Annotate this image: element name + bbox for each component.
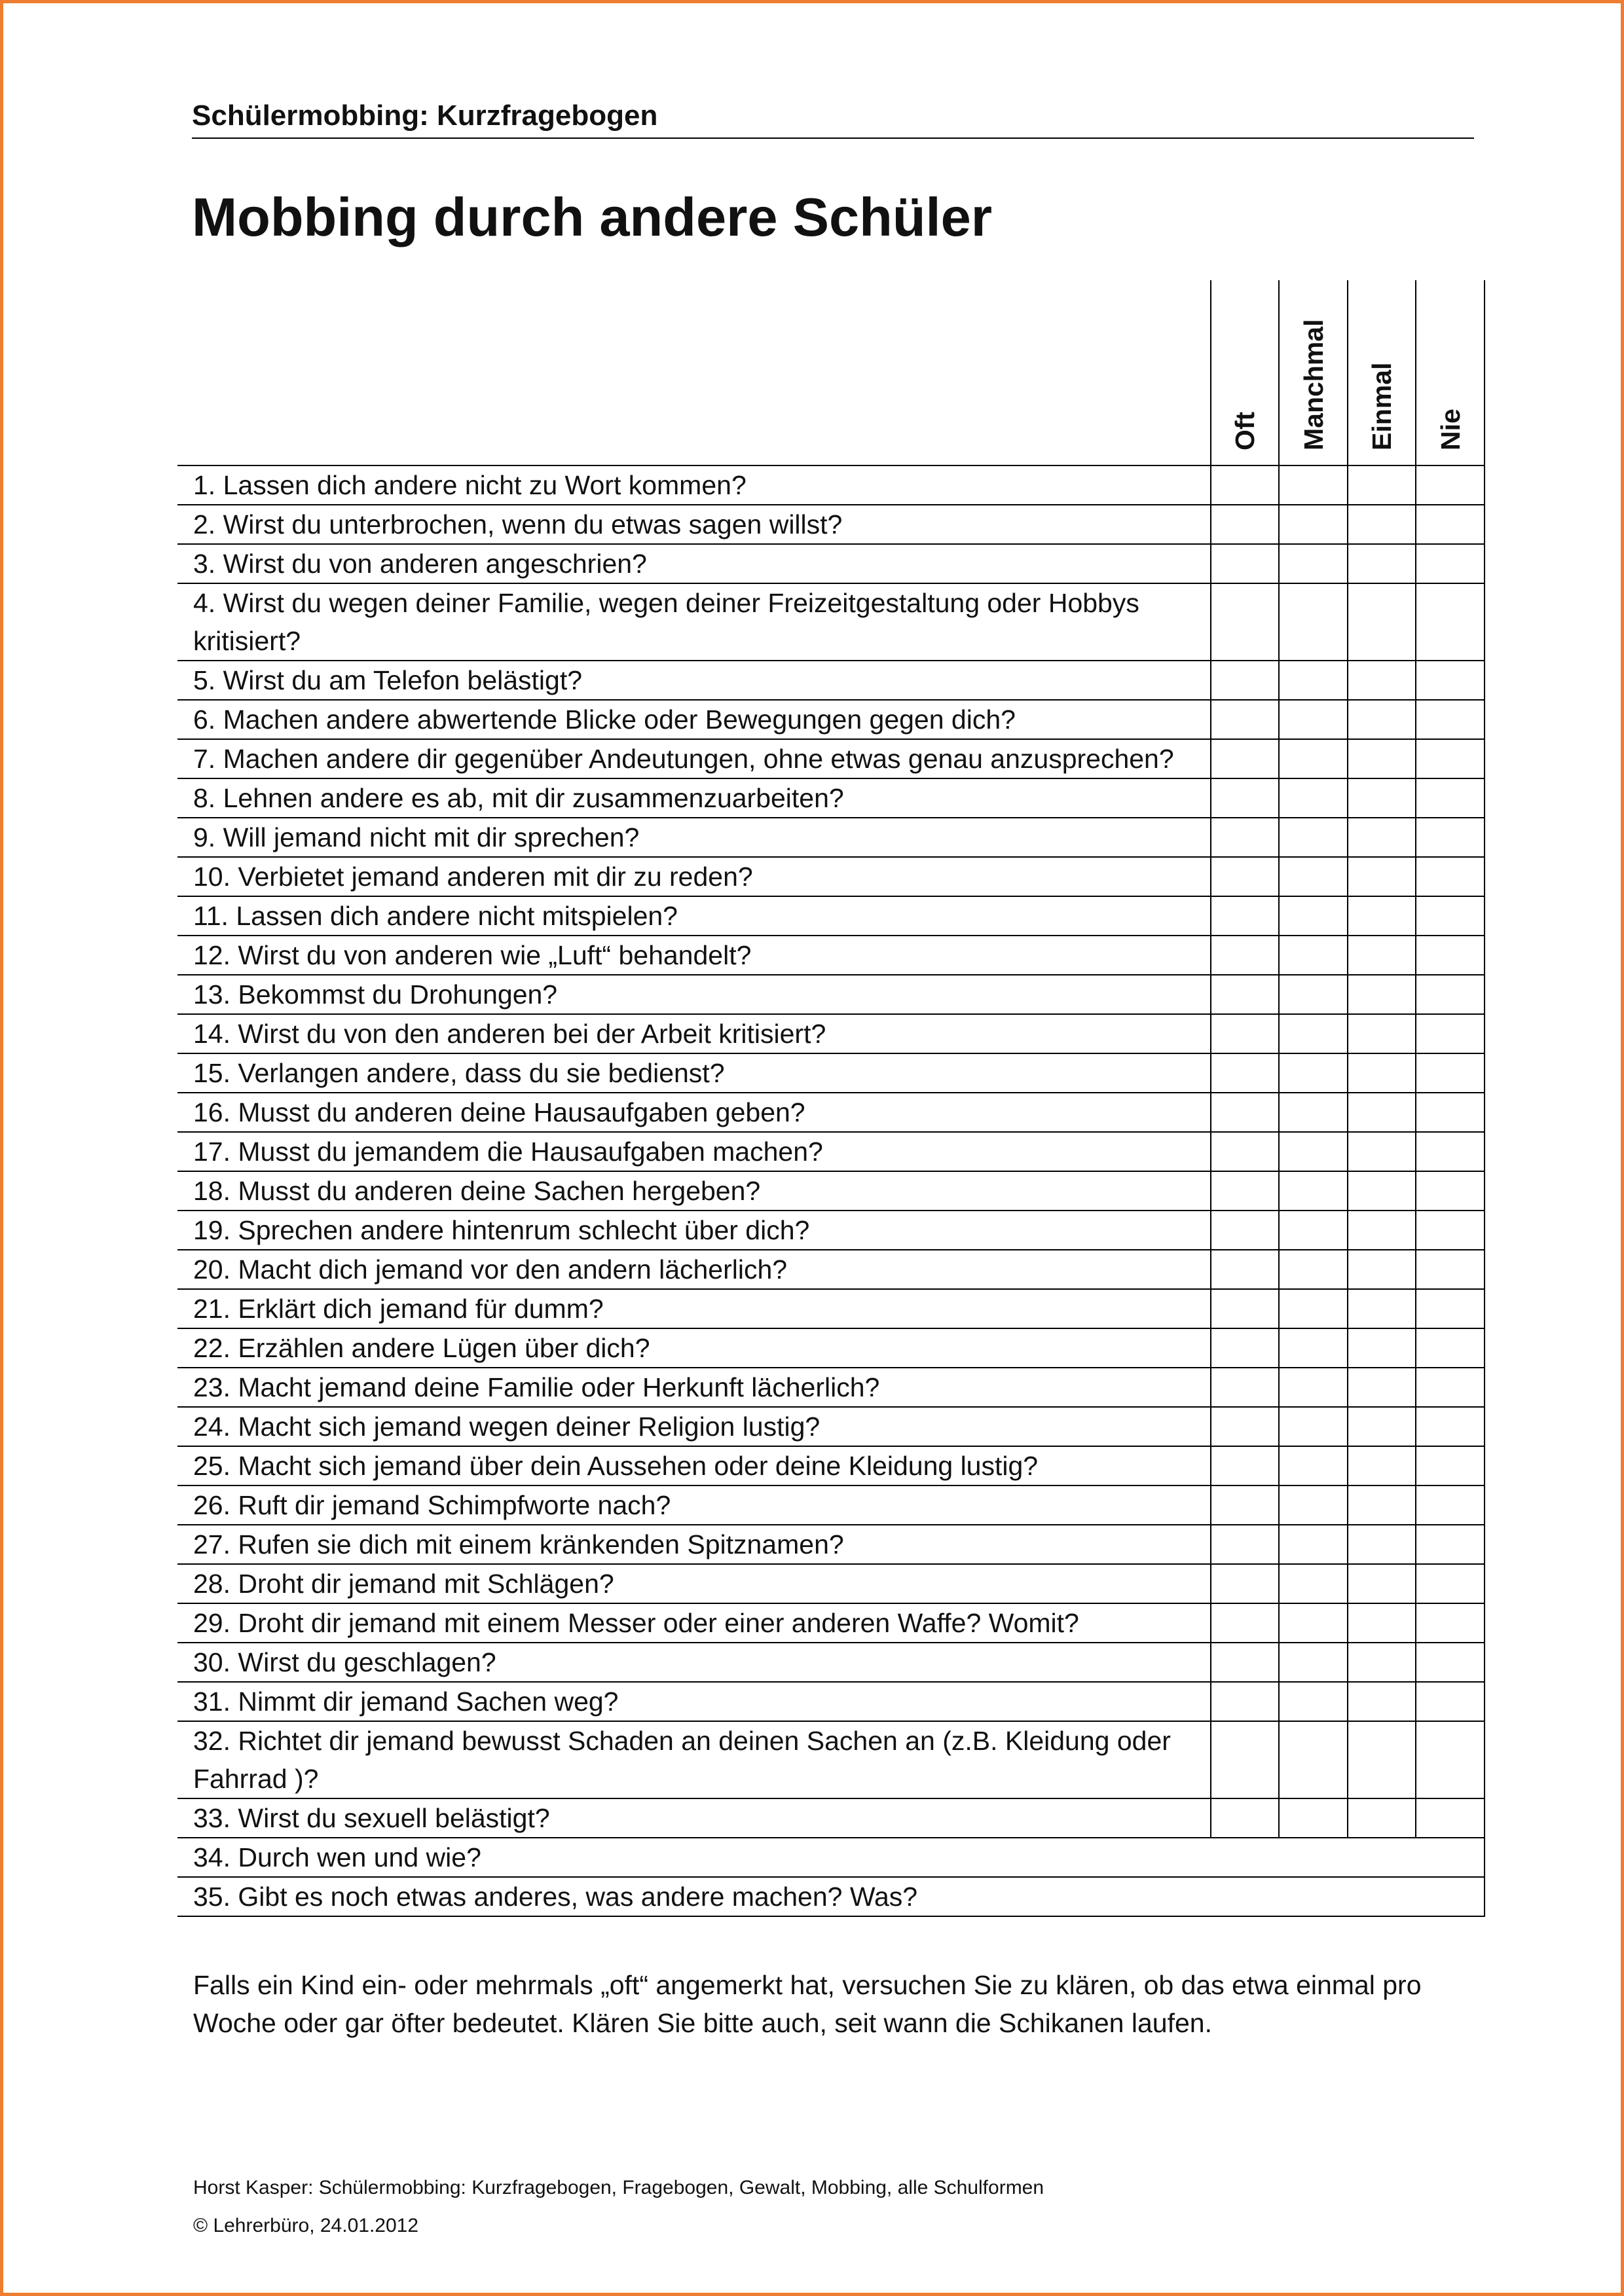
answer-cell-einmal[interactable] (1348, 1407, 1416, 1446)
answer-cell-einmal[interactable] (1348, 1368, 1416, 1407)
question-text: 30. Wirst du geschlagen? (177, 1643, 1211, 1682)
answer-cell-manchmal[interactable] (1279, 700, 1348, 739)
question-text: 31. Nimmt dir jemand Sachen weg? (177, 1682, 1211, 1721)
answer-cell-oft[interactable] (1211, 1289, 1279, 1328)
answer-cell-einmal[interactable] (1348, 1682, 1416, 1721)
answer-cell-nie[interactable] (1416, 857, 1485, 896)
questions-body (177, 465, 1485, 1916)
question-text: 3. Wirst du von anderen angeschrien? (177, 544, 1211, 583)
answer-cell-nie[interactable] (1416, 544, 1485, 583)
answer-cell-manchmal[interactable] (1279, 1603, 1348, 1643)
answer-cell-oft[interactable] (1211, 857, 1279, 896)
table-row (177, 857, 1485, 896)
answer-cell-oft[interactable] (1211, 1368, 1279, 1407)
table-row (177, 583, 1485, 661)
answer-cell-oft[interactable] (1211, 1798, 1279, 1838)
footer-copyright: © Lehrerbüro, 24.01.2012 (193, 2215, 419, 2236)
answer-cell-manchmal[interactable] (1279, 1250, 1348, 1289)
table-row (177, 1093, 1485, 1132)
question-text: 21. Erklärt dich jemand für dumm? (177, 1289, 1211, 1328)
answer-cell-oft[interactable] (1211, 1682, 1279, 1721)
answer-cell-nie[interactable] (1416, 1485, 1485, 1525)
answer-cell-manchmal[interactable] (1279, 1721, 1348, 1798)
column-label: Nie (1435, 409, 1466, 450)
answer-cell-manchmal[interactable] (1279, 778, 1348, 818)
table-row (177, 1368, 1485, 1407)
answer-cell-einmal[interactable] (1348, 583, 1416, 661)
answer-cell-nie[interactable] (1416, 505, 1485, 544)
question-text: 5. Wirst du am Telefon belästigt? (177, 661, 1211, 700)
answer-cell-oft[interactable] (1211, 1093, 1279, 1132)
table-row (177, 1328, 1485, 1368)
answer-cell-oft[interactable] (1211, 936, 1279, 975)
answer-cell-einmal[interactable] (1348, 1053, 1416, 1093)
table-row (177, 975, 1485, 1014)
document-header: Schülermobbing: Kurzfragebogen (192, 94, 1474, 139)
answer-cell-einmal[interactable] (1348, 1014, 1416, 1053)
answer-cell-oft[interactable] (1211, 896, 1279, 936)
column-label: Oft (1230, 411, 1260, 450)
answer-cell-nie[interactable] (1416, 661, 1485, 700)
answer-cell-oft[interactable] (1211, 700, 1279, 739)
answer-cell-nie[interactable] (1416, 1289, 1485, 1328)
question-text: 15. Verlangen andere, dass du sie bedienst? (177, 1053, 1211, 1093)
answer-cell-oft[interactable] (1211, 505, 1279, 544)
table-header-row (177, 280, 1485, 465)
table-row (177, 1407, 1485, 1446)
question-text: 32. Richtet dir jemand bewusst Schaden an deinen Sachen an (z.B. Kleidung oder Fahrrad )? (177, 1721, 1211, 1798)
answer-cell-nie[interactable] (1416, 1446, 1485, 1485)
answer-cell-nie[interactable] (1416, 1643, 1485, 1682)
answer-cell-nie[interactable] (1416, 1682, 1485, 1721)
answer-cell-oft[interactable] (1211, 1643, 1279, 1682)
answer-cell-manchmal[interactable] (1279, 1485, 1348, 1525)
table-row (177, 1682, 1485, 1721)
answer-cell-manchmal[interactable] (1279, 1798, 1348, 1838)
answer-cell-einmal[interactable] (1348, 857, 1416, 896)
answer-cell-manchmal[interactable] (1279, 505, 1348, 544)
table-row (177, 1171, 1485, 1211)
question-text: 1. Lassen dich andere nicht zu Wort kommen? (177, 465, 1211, 505)
answer-cell-manchmal[interactable] (1279, 583, 1348, 661)
answer-cell-manchmal[interactable] (1279, 1643, 1348, 1682)
answer-cell-manchmal[interactable] (1279, 1328, 1348, 1368)
question-text: 25. Macht sich jemand über dein Aussehen oder deine Kleidung lustig? (177, 1446, 1211, 1485)
answer-cell-einmal[interactable] (1348, 1643, 1416, 1682)
answer-cell-nie[interactable] (1416, 465, 1485, 505)
table-row (177, 1014, 1485, 1053)
question-text: 23. Macht jemand deine Familie oder Herkunft lächerlich? (177, 1368, 1211, 1407)
answer-cell-einmal[interactable] (1348, 739, 1416, 778)
question-text: 7. Machen andere dir gegenüber Andeutungen, ohne etwas genau anzusprechen? (177, 739, 1211, 778)
answer-cell-einmal[interactable] (1348, 661, 1416, 700)
answer-cell-nie[interactable] (1416, 1407, 1485, 1446)
answer-cell-nie[interactable] (1416, 583, 1485, 661)
answer-cell-einmal[interactable] (1348, 1721, 1416, 1798)
answer-cell-manchmal[interactable] (1279, 1014, 1348, 1053)
answer-cell-nie[interactable] (1416, 1053, 1485, 1093)
table-row (177, 896, 1485, 936)
question-text: 24. Macht sich jemand wegen deiner Religion lustig? (177, 1407, 1211, 1446)
answer-cell-einmal[interactable] (1348, 1171, 1416, 1211)
table-row (177, 1603, 1485, 1643)
answer-cell-nie[interactable] (1416, 1603, 1485, 1643)
answer-cell-einmal[interactable] (1348, 465, 1416, 505)
answer-cell-oft[interactable] (1211, 1211, 1279, 1250)
answer-cell-nie[interactable] (1416, 818, 1485, 857)
answer-cell-manchmal[interactable] (1279, 1289, 1348, 1328)
table-row (177, 505, 1485, 544)
answer-cell-einmal[interactable] (1348, 1328, 1416, 1368)
answer-cell-einmal[interactable] (1348, 1798, 1416, 1838)
question-text: 10. Verbietet jemand anderen mit dir zu reden? (177, 857, 1211, 896)
answer-cell-einmal[interactable] (1348, 1132, 1416, 1171)
answer-cell-manchmal[interactable] (1279, 896, 1348, 936)
answer-cell-nie[interactable] (1416, 975, 1485, 1014)
table-row (177, 739, 1485, 778)
table-header-blank (177, 280, 1211, 465)
answer-cell-einmal[interactable] (1348, 1525, 1416, 1564)
answer-cell-oft[interactable] (1211, 1132, 1279, 1171)
answer-cell-manchmal[interactable] (1279, 739, 1348, 778)
column-label: Manchmal (1298, 319, 1329, 450)
answer-cell-manchmal[interactable] (1279, 818, 1348, 857)
table-row (177, 936, 1485, 975)
table-row (177, 818, 1485, 857)
answer-cell-oft[interactable] (1211, 1328, 1279, 1368)
table-row (177, 1250, 1485, 1289)
answer-cell-oft[interactable] (1211, 661, 1279, 700)
answer-cell-nie[interactable] (1416, 700, 1485, 739)
table-row (177, 1798, 1485, 1838)
answer-cell-nie[interactable] (1416, 1368, 1485, 1407)
open-question-text: 35. Gibt es noch etwas anderes, was andere machen? Was? (177, 1877, 1485, 1916)
answer-cell-einmal[interactable] (1348, 700, 1416, 739)
answer-cell-manchmal[interactable] (1279, 1132, 1348, 1171)
answer-cell-manchmal[interactable] (1279, 1407, 1348, 1446)
answer-cell-manchmal[interactable] (1279, 1093, 1348, 1132)
answer-cell-nie[interactable] (1416, 1525, 1485, 1564)
question-text: 20. Macht dich jemand vor den andern lächerlich? (177, 1250, 1211, 1289)
answer-cell-oft[interactable] (1211, 1053, 1279, 1093)
answer-cell-nie[interactable] (1416, 1798, 1485, 1838)
answer-cell-nie[interactable] (1416, 739, 1485, 778)
answer-cell-nie[interactable] (1416, 896, 1485, 936)
answer-cell-oft[interactable] (1211, 739, 1279, 778)
answer-cell-oft[interactable] (1211, 1446, 1279, 1485)
answer-cell-manchmal[interactable] (1279, 1211, 1348, 1250)
question-text: 14. Wirst du von den anderen bei der Arbeit kritisiert? (177, 1014, 1211, 1053)
column-header-manchmal (1279, 280, 1348, 465)
answer-cell-manchmal[interactable] (1279, 1368, 1348, 1407)
question-text: 28. Droht dir jemand mit Schlägen? (177, 1564, 1211, 1603)
footer-source: Horst Kasper: Schülermobbing: Kurzfragebogen, Fragebogen, Gewalt, Mobbing, alle Schulformen (193, 2177, 1044, 2198)
answer-cell-nie[interactable] (1416, 1132, 1485, 1171)
answer-cell-nie[interactable] (1416, 1211, 1485, 1250)
open-question-text: 34. Durch wen und wie? (177, 1838, 1485, 1877)
answer-cell-oft[interactable] (1211, 1407, 1279, 1446)
answer-cell-nie[interactable] (1416, 1564, 1485, 1603)
answer-cell-einmal[interactable] (1348, 544, 1416, 583)
question-text: 6. Machen andere abwertende Blicke oder Bewegungen gegen dich? (177, 700, 1211, 739)
answer-cell-oft[interactable] (1211, 1171, 1279, 1211)
answer-cell-nie[interactable] (1416, 936, 1485, 975)
answer-cell-einmal[interactable] (1348, 1485, 1416, 1525)
answer-cell-oft[interactable] (1211, 778, 1279, 818)
question-text: 8. Lehnen andere es ab, mit dir zusammenzuarbeiten? (177, 778, 1211, 818)
answer-cell-manchmal[interactable] (1279, 1053, 1348, 1093)
answer-cell-manchmal[interactable] (1279, 1446, 1348, 1485)
instruction-note: Falls ein Kind ein- oder mehrmals „oft“ angemerkt hat, versuchen Sie zu klären, ob das etwa einmal pro Woche oder gar öfter bedeutet. Klären Sie bitte auch, seit wann die Schikanen laufen. (193, 1970, 1422, 2038)
question-text: 4. Wirst du wegen deiner Familie, wegen deiner Freizeitgestaltung oder Hobbys kritisiert? (177, 583, 1211, 661)
page-title: Mobbing durch andere Schüler (192, 187, 993, 247)
answer-cell-oft[interactable] (1211, 544, 1279, 583)
answer-cell-oft[interactable] (1211, 1525, 1279, 1564)
column-header-nie (1416, 280, 1485, 465)
answer-cell-manchmal[interactable] (1279, 1564, 1348, 1603)
column-header-einmal (1348, 280, 1416, 465)
answer-cell-einmal[interactable] (1348, 1250, 1416, 1289)
answer-cell-oft[interactable] (1211, 1014, 1279, 1053)
answer-cell-einmal[interactable] (1348, 505, 1416, 544)
question-text: 33. Wirst du sexuell belästigt? (177, 1798, 1211, 1838)
answer-cell-manchmal[interactable] (1279, 936, 1348, 975)
answer-cell-manchmal[interactable] (1279, 857, 1348, 896)
column-header-oft (1211, 280, 1279, 465)
question-text: 19. Sprechen andere hintenrum schlecht über dich? (177, 1211, 1211, 1250)
table-row (177, 700, 1485, 739)
answer-cell-manchmal[interactable] (1279, 1682, 1348, 1721)
answer-cell-einmal[interactable] (1348, 1603, 1416, 1643)
question-text: 9. Will jemand nicht mit dir sprechen? (177, 818, 1211, 857)
table-row (177, 1289, 1485, 1328)
answer-cell-einmal[interactable] (1348, 896, 1416, 936)
table-row (177, 544, 1485, 583)
open-question-row (177, 1838, 1485, 1877)
answer-cell-einmal[interactable] (1348, 818, 1416, 857)
answer-cell-einmal[interactable] (1348, 1446, 1416, 1485)
answer-cell-oft[interactable] (1211, 1485, 1279, 1525)
answer-cell-einmal[interactable] (1348, 1564, 1416, 1603)
question-text: 12. Wirst du von anderen wie „Luft“ behandelt? (177, 936, 1211, 975)
table-row (177, 1643, 1485, 1682)
answer-cell-oft[interactable] (1211, 1603, 1279, 1643)
question-text: 22. Erzählen andere Lügen über dich? (177, 1328, 1211, 1368)
table-row (177, 1525, 1485, 1564)
table-row (177, 465, 1485, 505)
answer-cell-nie[interactable] (1416, 1328, 1485, 1368)
answer-cell-einmal[interactable] (1348, 1289, 1416, 1328)
question-text: 29. Droht dir jemand mit einem Messer oder einer anderen Waffe? Womit? (177, 1603, 1211, 1643)
table-row (177, 1211, 1485, 1250)
answer-cell-manchmal[interactable] (1279, 1171, 1348, 1211)
question-text: 17. Musst du jemandem die Hausaufgaben machen? (177, 1132, 1211, 1171)
answer-cell-einmal[interactable] (1348, 1093, 1416, 1132)
table-row (177, 1564, 1485, 1603)
answer-cell-oft[interactable] (1211, 818, 1279, 857)
table-row (177, 1721, 1485, 1798)
answer-cell-oft[interactable] (1211, 975, 1279, 1014)
answer-cell-oft[interactable] (1211, 1250, 1279, 1289)
question-text: 13. Bekommst du Drohungen? (177, 975, 1211, 1014)
answer-cell-oft[interactable] (1211, 1564, 1279, 1603)
answer-cell-einmal[interactable] (1348, 778, 1416, 818)
table-row (177, 1446, 1485, 1485)
question-text: 26. Ruft dir jemand Schimpfworte nach? (177, 1485, 1211, 1525)
question-text: 27. Rufen sie dich mit einem kränkenden Spitznamen? (177, 1525, 1211, 1564)
answer-cell-manchmal[interactable] (1279, 1525, 1348, 1564)
question-text: 16. Musst du anderen deine Hausaufgaben geben? (177, 1093, 1211, 1132)
question-text: 2. Wirst du unterbrochen, wenn du etwas sagen willst? (177, 505, 1211, 544)
answer-cell-manchmal[interactable] (1279, 465, 1348, 505)
answer-cell-oft[interactable] (1211, 1721, 1279, 1798)
table-row (177, 1132, 1485, 1171)
answer-cell-einmal[interactable] (1348, 1211, 1416, 1250)
answer-cell-nie[interactable] (1416, 1171, 1485, 1211)
answer-cell-nie[interactable] (1416, 778, 1485, 818)
answer-cell-oft[interactable] (1211, 465, 1279, 505)
table-row (177, 1485, 1485, 1525)
column-label: Einmal (1367, 362, 1397, 450)
open-question-row (177, 1877, 1485, 1916)
answer-cell-manchmal[interactable] (1279, 544, 1348, 583)
answer-cell-nie[interactable] (1416, 1093, 1485, 1132)
table-row (177, 778, 1485, 818)
answer-cell-nie[interactable] (1416, 1250, 1485, 1289)
answer-cell-manchmal[interactable] (1279, 661, 1348, 700)
table-row (177, 661, 1485, 700)
answer-cell-einmal[interactable] (1348, 936, 1416, 975)
answer-cell-nie[interactable] (1416, 1721, 1485, 1798)
table-row (177, 1053, 1485, 1093)
question-text: 11. Lassen dich andere nicht mitspielen? (177, 896, 1211, 936)
answer-cell-oft[interactable] (1211, 583, 1279, 661)
answer-cell-einmal[interactable] (1348, 975, 1416, 1014)
questionnaire-table (177, 280, 1485, 1917)
answer-cell-manchmal[interactable] (1279, 975, 1348, 1014)
answer-cell-nie[interactable] (1416, 1014, 1485, 1053)
question-text: 18. Musst du anderen deine Sachen hergeben? (177, 1171, 1211, 1211)
